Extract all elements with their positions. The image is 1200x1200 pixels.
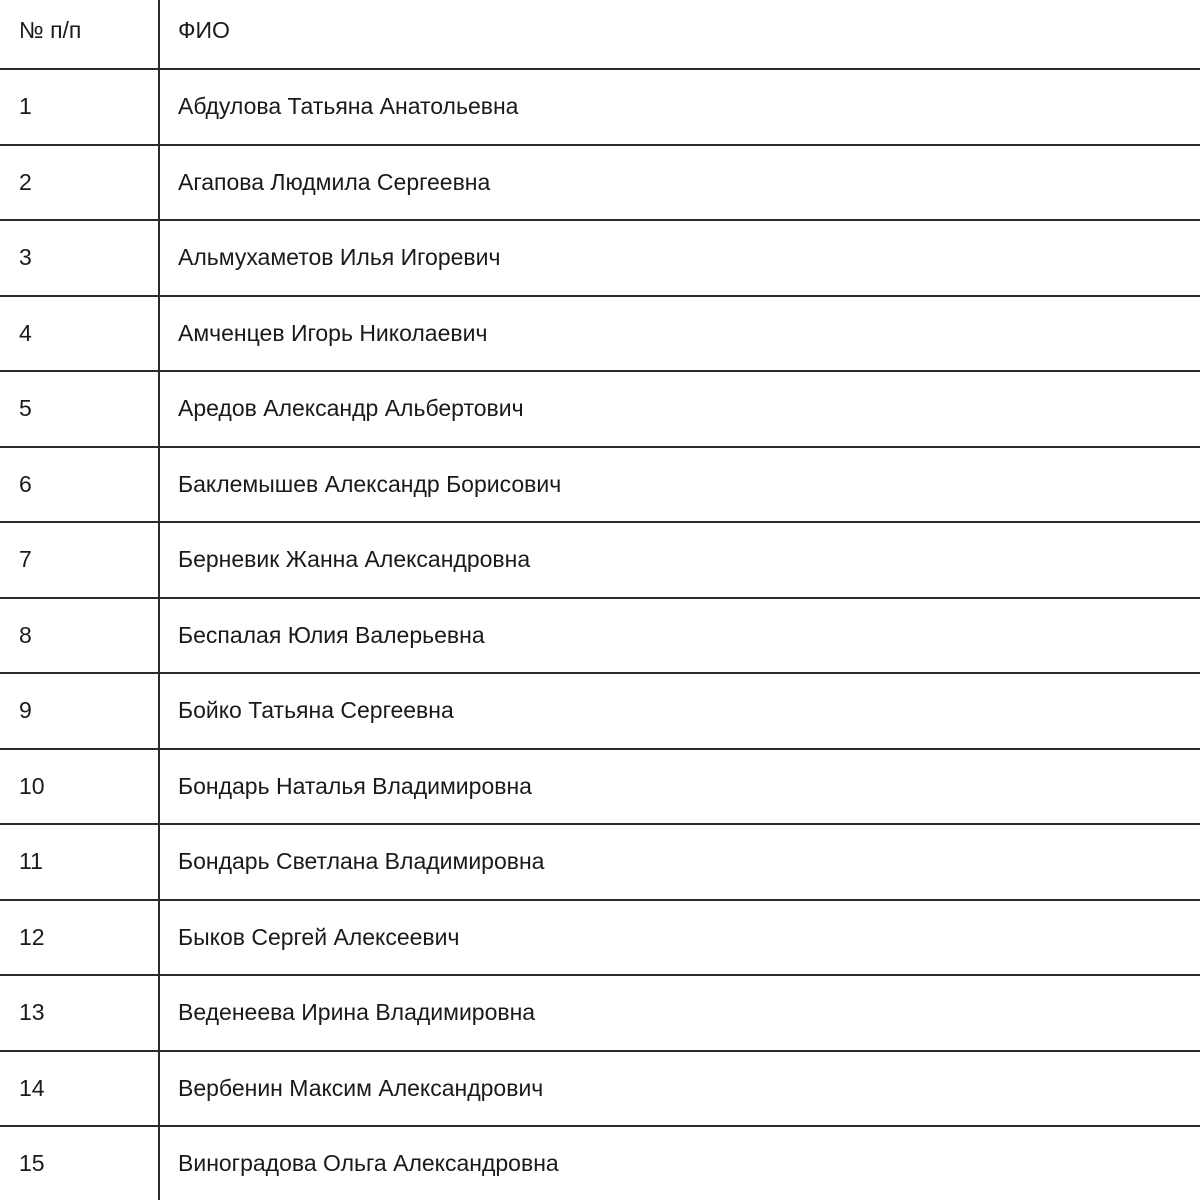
row-full-name: Беспалая Юлия Валерьевна [178, 621, 485, 648]
table-row [0, 221, 1200, 297]
row-full-name: Баклемышев Александр Борисович [178, 470, 562, 497]
header-number: № п/п [19, 17, 82, 43]
table-row [0, 297, 1200, 373]
row-full-name: Берневик Жанна Александровна [178, 546, 531, 572]
table-row [0, 976, 1200, 1052]
header-name: ФИО [178, 17, 230, 43]
row-full-name: Альмухаметов Илья Игоревич [178, 244, 501, 270]
row-number: 13 [19, 999, 45, 1025]
row-full-name: Бондарь Наталья Владимировна [178, 772, 532, 799]
row-number: 3 [19, 244, 32, 270]
row-full-name: Амченцев Игорь Николаевич [178, 319, 488, 346]
row-full-name: Абдулова Татьяна Анатольевна [178, 93, 519, 119]
row-number: 1 [19, 93, 32, 119]
row-full-name: Бондарь Светлана Владимировна [178, 848, 545, 874]
row-number: 8 [19, 621, 32, 648]
table-row [0, 146, 1200, 222]
table-row [0, 448, 1200, 524]
row-number: 12 [19, 923, 45, 950]
row-full-name: Вербенин Максим Александрович [178, 1074, 544, 1101]
row-number: 2 [19, 168, 32, 195]
row-number: 10 [19, 772, 45, 799]
table-row [0, 674, 1200, 750]
table-row [0, 1052, 1200, 1128]
row-full-name: Бойко Татьяна Сергеевна [178, 697, 454, 723]
row-number: 7 [19, 546, 32, 572]
table-row [0, 599, 1200, 675]
row-full-name: Виноградова Ольга Александровна [178, 1150, 559, 1176]
row-full-name: Быков Сергей Алексеевич [178, 923, 460, 950]
row-number: 11 [19, 848, 43, 874]
table-row [0, 523, 1200, 599]
row-number: 14 [19, 1074, 45, 1101]
row-number: 5 [19, 395, 32, 421]
row-number: 6 [19, 470, 32, 497]
row-full-name: Агапова Людмила Сергеевна [178, 168, 491, 195]
table-header-row [0, 0, 1200, 76]
table-row [0, 825, 1200, 901]
row-number: 4 [19, 319, 32, 346]
table-row [0, 70, 1200, 146]
table-row [0, 750, 1200, 826]
row-full-name: Аредов Александр Альбертович [178, 395, 524, 421]
table-row [0, 372, 1200, 448]
table-row [0, 1127, 1200, 1200]
row-number: 15 [19, 1150, 45, 1176]
row-number: 9 [19, 697, 32, 723]
table-row [0, 901, 1200, 977]
row-full-name: Веденеева Ирина Владимировна [178, 999, 536, 1025]
